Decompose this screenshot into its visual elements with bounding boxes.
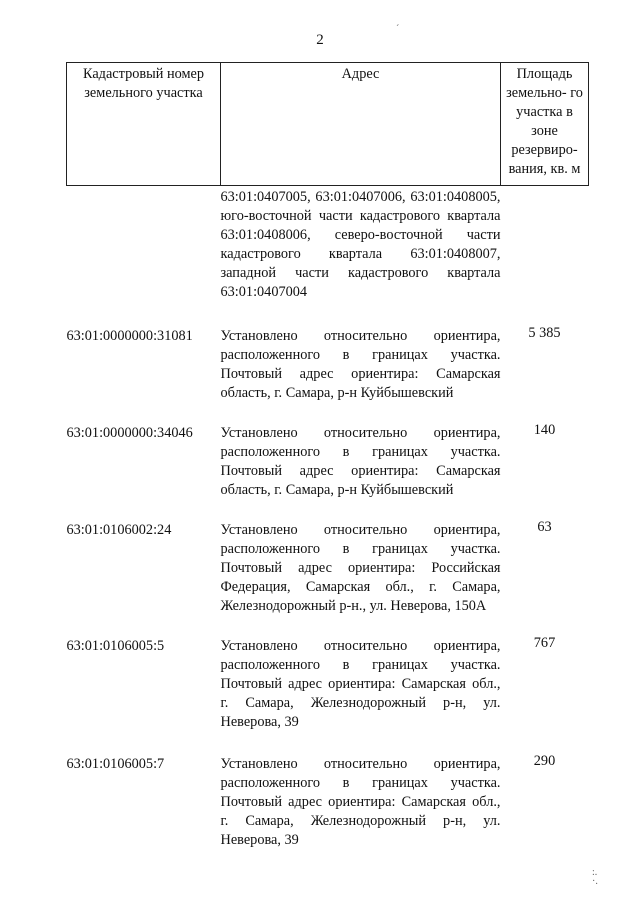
area-cell: 140 bbox=[533, 422, 556, 438]
table-row bbox=[67, 403, 589, 500]
table-row bbox=[67, 734, 589, 850]
cadastral-table bbox=[66, 62, 589, 850]
cadastral-number-cell: 63:01:0000000:31081 bbox=[66, 328, 193, 344]
page-number: 2 bbox=[316, 32, 324, 48]
area-cell: 63 bbox=[537, 519, 552, 535]
address-cell: 63:01:0407005, 63:01:0407006, 63:01:0408005, юго-восточной части кадастрового квартала 63:01:0408006, северо-восточной части кадастрового квартала 63:01:0408007, западной части кадастрового квартала 63:01:0407004 bbox=[220, 189, 501, 300]
cadastral-number-cell: 63:01:0106002:24 bbox=[66, 522, 172, 538]
address-cell: Установлено относительно ориентира, расположенного в границах участка. Почтовый адрес ориентира: Самарская область, г. Самара, р-н Куйбышевский bbox=[220, 328, 501, 401]
table-row bbox=[67, 616, 589, 734]
area-cell bbox=[501, 186, 589, 307]
area-cell: 767 bbox=[533, 635, 556, 651]
address-cell: Установлено относительно ориентира, расположенного в границах участка. Почтовый адрес ориентира: Самарская обл., г. Самара, Железнодорожный р-н, ул. Неверова, 39 bbox=[220, 756, 501, 848]
scan-mark: :. ·. bbox=[592, 867, 598, 887]
address-cell: Установлено относительно ориентира, расположенного в границах участка. Почтовый адрес ориентира: Самарская обл., г. Самара, Железнодорожный р-н, ул. Неверова, 39 bbox=[220, 638, 501, 730]
address-cell: Установлено относительно ориентира, расположенного в границах участка. Почтовый адрес ориентира: Российская Федерация, Самарская обл., г. Самара, Железнодорожный р-н., ул. Неверова, 150А bbox=[220, 522, 501, 614]
header-area: Площадь земельно- го участка в зоне резервиро- вания, кв. м bbox=[501, 63, 589, 186]
scan-mark: ˊ bbox=[396, 24, 400, 35]
table-row bbox=[67, 500, 589, 616]
header-cadastral-number: Кадастровый номер земельного участка bbox=[67, 63, 221, 186]
cadastral-number-cell bbox=[67, 186, 221, 307]
address-cell: Установлено относительно ориентира, расположенного в границах участка. Почтовый адрес ориентира: Самарская область, г. Самара, р-н Куйбышевский bbox=[220, 425, 501, 498]
cadastral-number-cell: 63:01:0106005:5 bbox=[66, 638, 165, 654]
table-row bbox=[67, 306, 589, 403]
area-cell: 5 385 bbox=[528, 325, 561, 341]
header-address: Адрес bbox=[221, 63, 501, 186]
table-header-row bbox=[67, 63, 589, 186]
area-cell: 290 bbox=[533, 753, 556, 769]
cadastral-number-cell: 63:01:0000000:34046 bbox=[66, 425, 193, 441]
table-row bbox=[67, 186, 589, 307]
cadastral-number-cell: 63:01:0106005:7 bbox=[66, 756, 165, 772]
